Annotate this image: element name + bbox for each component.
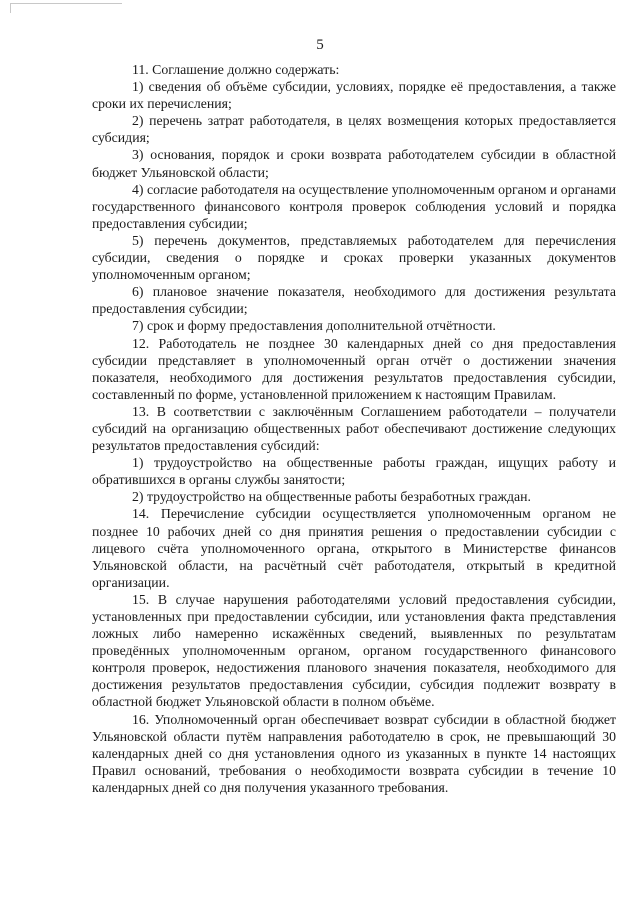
paragraph-11-heading: 11. Соглашение должно содержать: xyxy=(132,62,340,77)
paragraph-11-item-3: 3) основания, порядок и сроки возврата работодателем субсидии в областной бюджет Ульяновской области; xyxy=(92,147,616,180)
paragraph-13-item-2: 2) трудоустройство на общественные работы безработных граждан. xyxy=(132,489,531,505)
paragraph-11-item-1: 1) сведения об объёме субсидии, условиях, порядке её предоставления, а также сроки их перечисления; xyxy=(92,79,616,112)
paragraph-14: 14. Перечисление субсидии осуществляется уполномоченным органом не позднее 10 рабочих дней со дня принятия решения о предоставлении субсидии с лицевого счёта уполномоченного органа, открытого в Министерстве финансов Ульяновской области, на расчётный счёт работодателя, открытый в кредитной организации. xyxy=(92,506,616,590)
paragraph-13: 13. В соответствии с заключённым Соглашением работодатели – получатели субсидий на организацию общественных работ обеспечивают достижение следующих результатов предоставления субсидий: xyxy=(92,403,616,454)
paragraph-11-item-7: 7) срок и форму предоставления дополнительной отчётности. xyxy=(132,318,496,334)
document-body xyxy=(92,61,616,796)
scan-edge-mark-vertical xyxy=(10,3,11,13)
paragraph-11-item-2: 2) перечень затрат работодателя, в целях возмещения которых предоставляется субсидия; xyxy=(92,113,616,146)
paragraph-11-item-6: 6) плановое значение показателя, необходимого для достижения результата предоставления субсидии; xyxy=(92,284,616,317)
paragraph-11-item-4: 4) согласие работодателя на осуществление уполномоченным органом и органами государственного финансового контроля проверок соблюдения условий и порядка предоставления субсидии; xyxy=(92,181,616,231)
paragraph-13-item-1: 1) трудоустройство на общественные работы граждан, ищущих работу и обратившихся в органы службы занятости; xyxy=(92,455,616,488)
paragraph-12: 12. Работодатель не позднее 30 календарных дней со дня предоставления субсидии представляет в уполномоченный орган отчёт о достижении значения показателя, необходимого для достижения результатов предоставления субсидии, составленный по форме, установленной приложением к настоящим Правилам. xyxy=(92,335,616,402)
paragraph-11-item-5: 5) перечень документов, представляемых работодателем для перечисления субсидии, сведения о порядке и сроках проверки указанных документов уполномоченным органом; xyxy=(92,232,616,283)
paragraph-16: 16. Уполномоченный орган обеспечивает возврат субсидии в областной бюджет Ульяновской области путём направления работодателю в срок, не превышающий 30 календарных дней со дня установления одного из указанных в пункте 14 настоящих Правил оснований, требования о необходимости возврата субсидии в течение 10 календарных дней со дня получения указанного требования. xyxy=(92,711,616,795)
paragraph-15: 15. В случае нарушения работодателями условий предоставления субсидии, установленных при предоставлении субсидии, или установления факта представления ложных либо намеренно искажённых сведений, выявленных по результатам проведённых уполномоченным органом, органом государственного финансового контроля проверок, недостижения планового значения показателя, необходимого для достижения результатов предоставления субсидии, субсидия подлежит возврату в областной бюджет Ульяновской области в полном объёме. xyxy=(92,591,616,710)
page-number: 5 xyxy=(316,37,324,53)
scan-edge-mark xyxy=(10,3,122,4)
